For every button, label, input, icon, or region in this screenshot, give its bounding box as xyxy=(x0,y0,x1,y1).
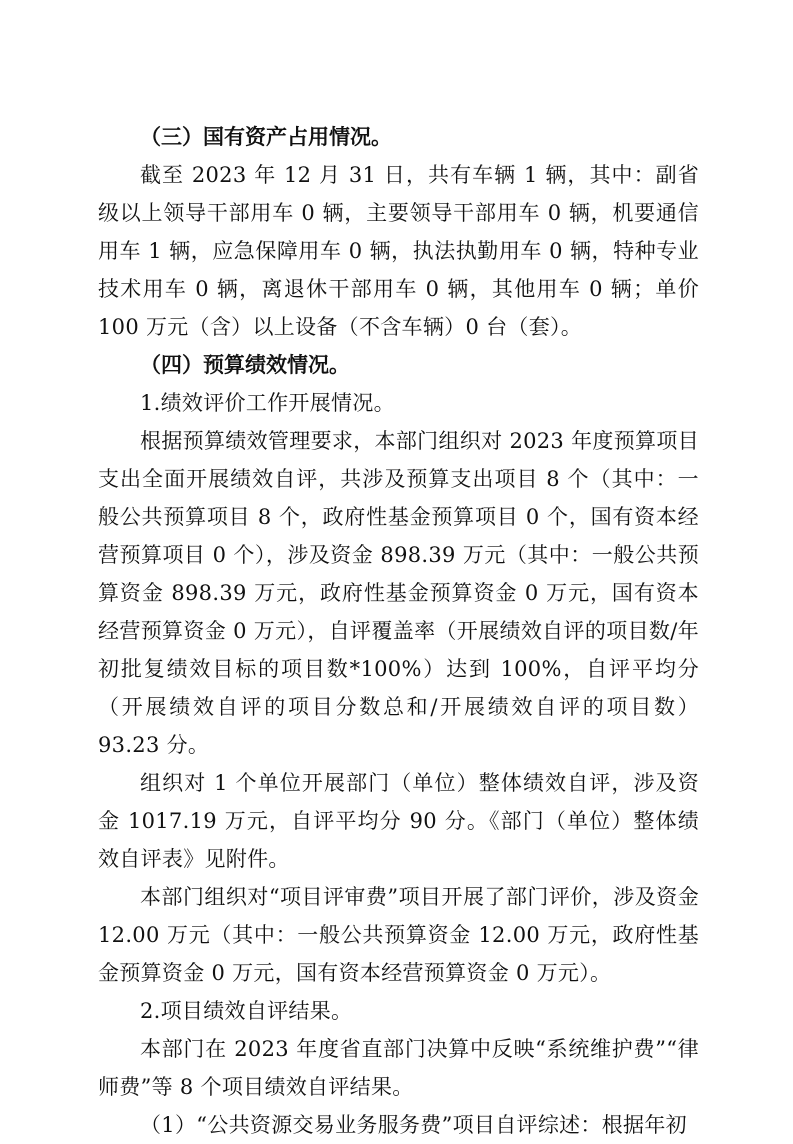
paragraph-item-1: （1）“公共资源交易业务服务费”项目自评综述：根据年初 xyxy=(140,1113,687,1137)
paragraph-review-fee: 本部门组织对“项目评审费”项目开展了部门评价，涉及资金 12.00 万元（其中：一般公共预算资金 12.00 万元，政府性基金预算资金 0 万元，国有资本经营预算资金 0 万元）。 xyxy=(98,885,699,985)
subheading-results: 2.项目绩效自评结果。 xyxy=(140,999,353,1023)
paragraph-evaluation: 根据预算绩效管理要求，本部门组织对 2023 年度预算项目支出全面开展绩效自评，共涉及预算支出项目 8 个（其中：一般公共预算项目 8 个，政府性基金预算项目 0 个，国有资本经营预算项目 0 个），涉及资金 898.39 万元（其中：一般公共预算资金 898.39 万元，政府性基金预算资金 0 万元，国有资本经营预算资金 0 万元），自评覆盖率（开展绩效自评的项目数/年初批复绩效目标的项目数*100%）达到 100%，自评平均分（开展绩效自评的项目分数总和/开展绩效自评的项目数）93.23 分。 xyxy=(98,429,699,757)
section-heading-performance: （四）预算绩效情况。 xyxy=(140,353,350,377)
section-heading-assets: （三）国有资产占用情况。 xyxy=(140,125,392,149)
paragraph-results: 本部门在 2023 年度省直部门决算中反映“系统维护费”“律师费”等 8 个项目绩效自评结果。 xyxy=(98,1037,699,1099)
paragraph-assets: 截至 2023 年 12 月 31 日，共有车辆 1 辆，其中：副省级以上领导干部用车 0 辆，主要领导干部用车 0 辆，机要通信用车 1 辆，应急保障用车 0 辆，执法执勤用车 0 辆，特种专业技术用车 0 辆，离退休干部用车 0 辆，其他用车 0 辆；单价 100 万元（含）以上设备（不含车辆）0 台（套）。 xyxy=(98,163,699,339)
paragraph-unit-evaluation: 组织对 1 个单位开展部门（单位）整体绩效自评，涉及资金 1017.19 万元，自评平均分 90 分。《部门（单位）整体绩效自评表》见附件。 xyxy=(98,771,699,871)
subheading-evaluation: 1.绩效评价工作开展情况。 xyxy=(140,391,395,415)
document-body xyxy=(98,118,699,1144)
